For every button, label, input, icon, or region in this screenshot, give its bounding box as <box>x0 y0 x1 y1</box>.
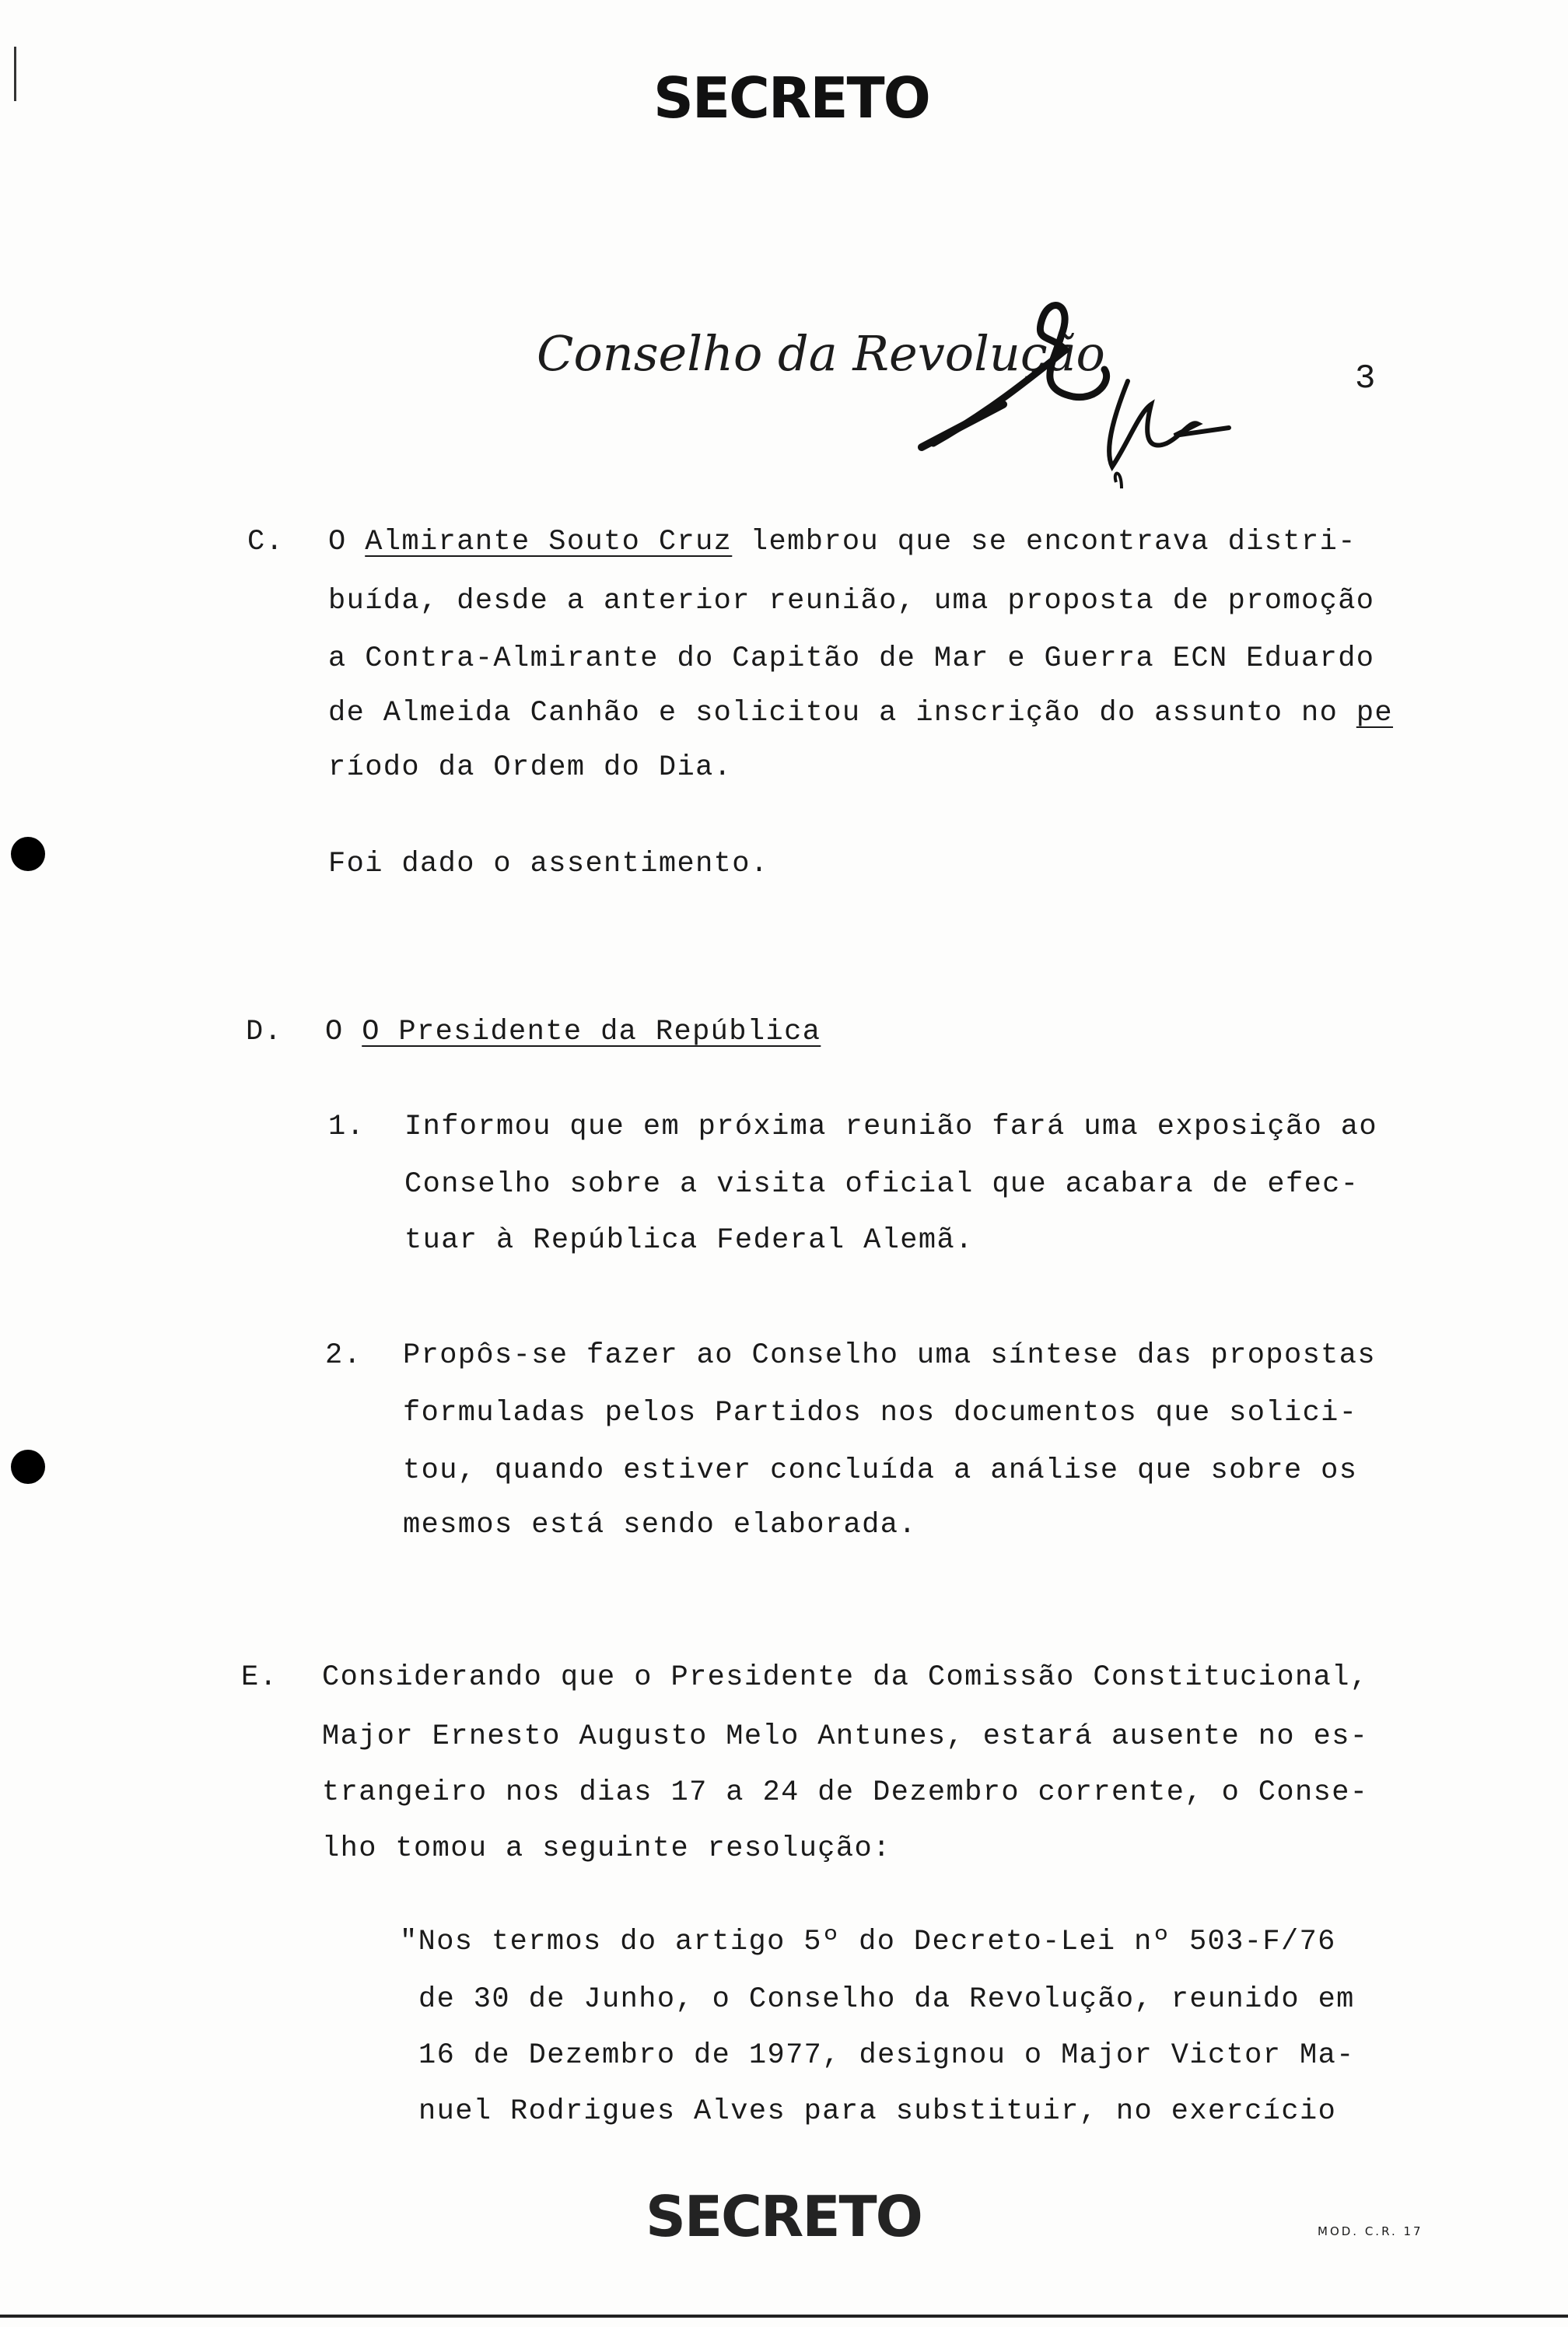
bottom-rule <box>0 2315 1568 2318</box>
section-c-line: buída, desde a anterior reunião, uma proposta de promoção <box>328 585 1375 618</box>
section-e-line: lho tomou a seguinte resolução: <box>322 1832 891 1865</box>
section-d-marker: D. <box>246 1016 283 1048</box>
secret-stamp-bottom: SECRETO <box>646 2184 922 2249</box>
resolution-quote-line: "Nos termos do artigo 5º do Decreto-Lei nº 503-F/76 <box>400 1926 1336 1958</box>
section-c-name: Almirante Souto Cruz <box>365 526 733 558</box>
section-c-hyphen-part: pe <box>1356 697 1394 730</box>
section-d-heading-text: O Presidente da República <box>362 1016 821 1048</box>
punch-hole-mark <box>11 837 45 871</box>
punch-hole-mark <box>11 1450 45 1484</box>
section-c-outcome: Foi dado o assentimento. <box>328 848 769 880</box>
item-line: Conselho sobre a visita oficial que acabara de efec- <box>404 1168 1360 1201</box>
item-line: Informou que em próxima reunião fará uma exposição ao <box>404 1111 1377 1143</box>
page-number: 3 <box>1355 359 1376 398</box>
section-c-marker: C. <box>247 526 285 558</box>
item-line: Propôs-se fazer ao Conselho uma síntese das propostas <box>403 1339 1376 1372</box>
secret-stamp-top: SECRETO <box>653 65 929 131</box>
item-line: tou, quando estiver concluída a análise que sobre os <box>403 1454 1358 1487</box>
section-c-line <box>328 697 1393 730</box>
resolution-quote-line: 16 de Dezembro de 1977, designou o Major Victor Ma- <box>418 2039 1355 2072</box>
section-c-first-line: O Almirante Souto Cruz lembrou que se encontrava distri- <box>328 526 1356 558</box>
item-number: 1. <box>328 1111 366 1143</box>
section-c-line: lembrou que se encontrava distri- <box>750 526 1356 558</box>
resolution-quote-line: nuel Rodrigues Alves para substituir, no exercício <box>418 2095 1337 2128</box>
item-number: 2. <box>325 1339 362 1372</box>
section-e-line: Considerando que o Presidente da Comissão Constitucional, <box>322 1661 1369 1694</box>
section-e-line: trangeiro nos dias 17 a 24 de Dezembro corrente, o Conse- <box>322 1776 1369 1809</box>
resolution-quote-line: de 30 de Junho, o Conselho da Revolução, reunido em <box>418 1983 1355 2016</box>
item-line: mesmos está sendo elaborada. <box>403 1509 917 1541</box>
handwritten-signature <box>918 288 1252 498</box>
section-d-heading: O O Presidente da República <box>325 1016 821 1048</box>
section-c-line: a Contra-Almirante do Capitão de Mar e Guerra ECN Eduardo <box>328 642 1375 675</box>
form-code: MOD. C.R. 17 <box>1318 2224 1423 2238</box>
section-e-line: Major Ernesto Augusto Melo Antunes, estará ausente no es- <box>322 1720 1369 1753</box>
letterhead: Conselho da Revolução <box>537 325 1105 382</box>
section-c-line: ríodo da Ordem do Dia. <box>328 751 733 784</box>
item-line: formuladas pelos Partidos nos documentos que solici- <box>403 1397 1358 1429</box>
section-e-marker: E. <box>241 1661 278 1694</box>
section-c-line-text: de Almeida Canhão e solicitou a inscrição do assunto no <box>328 697 1339 730</box>
margin-mark <box>14 47 16 101</box>
item-line: tuar à República Federal Alemã. <box>404 1224 974 1257</box>
